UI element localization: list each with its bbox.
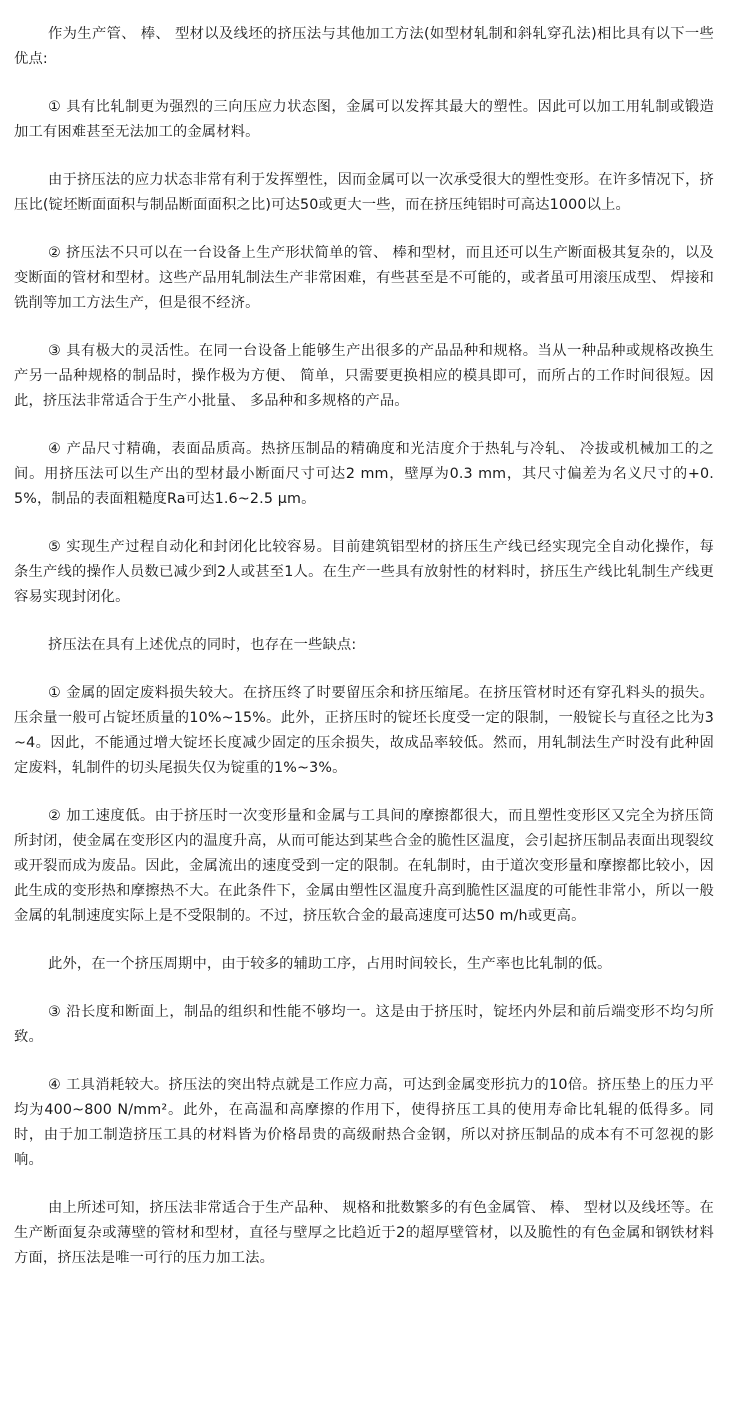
advantage-3-paragraph: ③ 具有极大的灵活性。在同一台设备上能够生产出很多的产品品种和规格。当从一种品种或规格改换生产另一品种规格的制品时，操作极为方便、 简单，只需要更换相应的模具即可，而所占的工作时间很短。因此，挤压法非常适合于生产小批量、 多品种和多规格的产品。 bbox=[14, 343, 714, 409]
disadvantage-4-paragraph: ④ 工具消耗较大。挤压法的突出特点就是工作应力高，可达到金属变形抗力的10倍。挤压垫上的压力平均为400~800 N/mm²。此外，在高温和高摩擦的作用下，使得挤压工具的使用寿命比轧辊的低得多。同时，由于加工制造挤压工具的材料皆为价格昂贵的高级耐热合金钢，所以对挤压制品的成本有不可忽视的影响。 bbox=[14, 1077, 714, 1168]
advantage-5-paragraph: ⑤ 实现生产过程自动化和封闭化比较容易。目前建筑铝型材的挤压生产线已经实现完全自动化操作，每条生产线的操作人员数已减少到2人或甚至1人。在生产一些具有放射性的材料时，挤压生产线比轧制生产线更容易实现封闭化。 bbox=[14, 539, 714, 605]
advantage-4-paragraph: ④ 产品尺寸精确，表面品质高。热挤压制品的精确度和光洁度介于热轧与冷轧、 冷拔或机械加工的之间。用挤压法可以生产出的型材最小断面尺寸可达2 mm，壁厚为0.3 mm，其尺寸偏差为名义尺寸的+0.5%，制品的表面粗糙度Ra可达1.6~2.5 μm。 bbox=[14, 441, 714, 507]
disadvantage-2-detail-paragraph: 此外，在一个挤压周期中，由于较多的辅助工序，占用时间较长，生产率也比轧制的低。 bbox=[48, 956, 612, 972]
disadvantages-intro-paragraph: 挤压法在具有上述优点的同时，也存在一些缺点: bbox=[48, 637, 357, 653]
intro-paragraph: 作为生产管、 棒、 型材以及线坯的挤压法与其他加工方法(如型材轧制和斜轧穿孔法)相比具有以下一些优点: bbox=[14, 26, 714, 67]
advantage-1-detail-paragraph: 由于挤压法的应力状态非常有利于发挥塑性，因而金属可以一次承受很大的塑性变形。在许多情况下，挤压比(锭坯断面面积与制品断面面积之比)可达50或更大一些，而在挤压纯铝时可高达1000以上。 bbox=[14, 172, 714, 213]
disadvantage-2-paragraph: ② 加工速度低。由于挤压时一次变形量和金属与工具间的摩擦都很大，而且塑性变形区又完全为挤压筒所封闭，使金属在变形区内的温度升高，从而可能达到某些合金的脆性区温度，会引起挤压制品表面出现裂纹或开裂而成为废品。因此，金属流出的速度受到一定的限制。在轧制时，由于道次变形量和摩擦都比较小，因此生成的变形热和摩擦热不大。在此条件下，金属由塑性区温度升高到脆性区温度的可能性非常小，所以一般金属的轧制速度实际上是不受限制的。不过，挤压软合金的最高速度可达50 m/h或更高。 bbox=[14, 808, 714, 924]
conclusion-paragraph: 由上所述可知，挤压法非常适合于生产品种、 规格和批数繁多的有色金属管、 棒、 型材以及线坯等。在生产断面复杂或薄壁的管材和型材，直径与壁厚之比趋近于2的超厚壁管材，以及脆性的有色金属和钢铁材料方面，挤压法是唯一可行的压力加工法。 bbox=[14, 1200, 714, 1266]
disadvantage-3-paragraph: ③ 沿长度和断面上，制品的组织和性能不够均一。这是由于挤压时，锭坯内外层和前后端变形不均匀所致。 bbox=[14, 1004, 714, 1045]
advantage-1-paragraph: ① 具有比轧制更为强烈的三向压应力状态图，金属可以发挥其最大的塑性。因此可以加工用轧制或锻造加工有困难甚至无法加工的金属材料。 bbox=[14, 99, 714, 140]
advantage-2-paragraph: ② 挤压法不只可以在一台设备上生产形状简单的管、 棒和型材，而且还可以生产断面极其复杂的，以及变断面的管材和型材。这些产品用轧制法生产非常困难，有些甚至是不可能的，或者虽可用滚压成型、 焊接和铣削等加工方法生产，但是很不经济。 bbox=[14, 245, 714, 311]
disadvantage-1-paragraph: ① 金属的固定废料损失较大。在挤压终了时要留压余和挤压缩尾。在挤压管材时还有穿孔料头的损失。压余量一般可占锭坯质量的10%~15%。此外，正挤压时的锭坯长度受一定的限制，一般锭长与直径之比为3~4。因此，不能通过增大锭坯长度减少固定的压余损失，故成品率较低。然而，用轧制法生产时没有此种固定废料，轧制件的切头尾损失仅为锭重的1%~3%。 bbox=[14, 685, 714, 776]
